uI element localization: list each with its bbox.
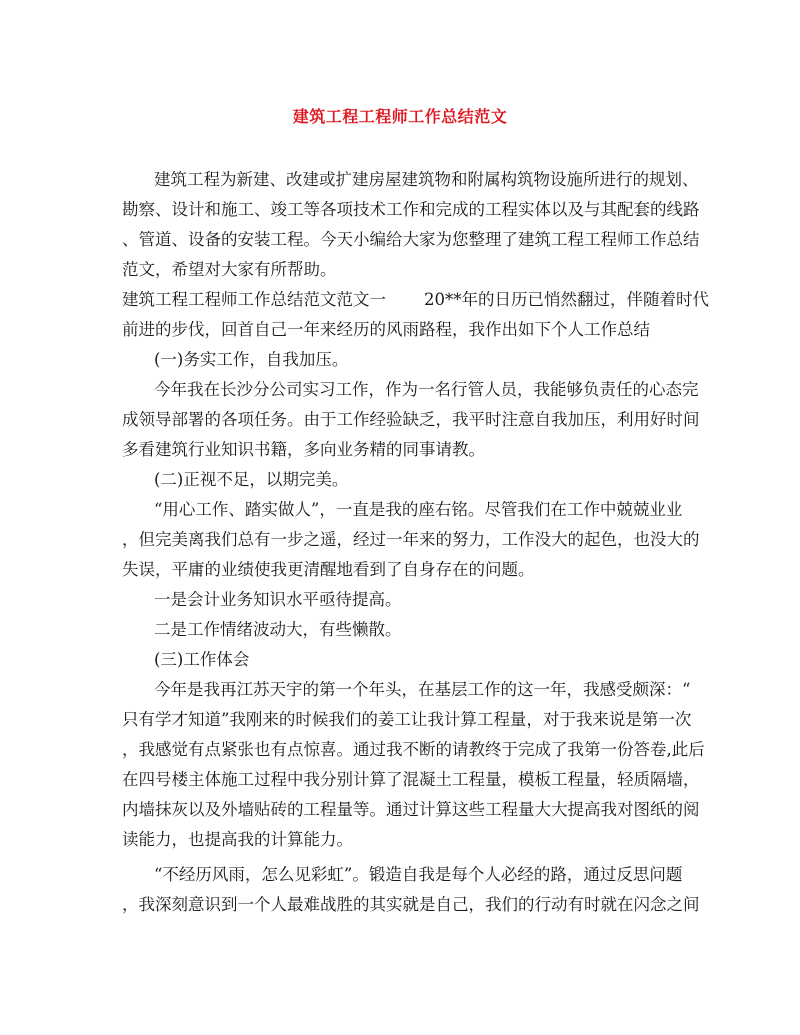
paragraph-line: “不经历风雨，怎么见彩虹”。锻造自我是每个人必经的路，通过反思问题: [154, 865, 683, 884]
example-heading-line: [122, 290, 709, 310]
paragraph-line: 一是会计业务知识水平亟待提高。: [154, 590, 402, 609]
paragraph-line: 成领导部署的各项任务。由于工作经验缺乏，我平时注意自我加压，利用好时间: [122, 410, 700, 429]
paragraph-line: 多看建筑行业知识书籍，多向业务精的同事请教。: [122, 440, 485, 459]
section-heading: (一)务实工作，自我加压。: [154, 350, 349, 369]
paragraph-line: “用心工作、踏实做人”，一直是我的座右铭。尽管我们在工作中兢兢业业: [154, 500, 683, 519]
paragraph-line: 前进的步伐，回首自己一年来经历的风雨路程，我作出如下个人工作总结: [122, 320, 650, 339]
example-heading: 建筑工程工程师工作总结范文范文一: [122, 290, 386, 309]
paragraph-line: 今年我在长沙分公司实习工作，作为一名行管人员，我能够负责任的心态完: [154, 380, 699, 399]
section-heading: (二)正视不足，以期完美。: [154, 470, 349, 489]
section-heading: (三)工作体会: [154, 650, 250, 669]
document-title: 建筑工程工程师工作总结范文: [292, 107, 508, 126]
paragraph-line: 范文，希望对大家有所帮助。: [122, 260, 337, 279]
paragraph-line: 二是工作情绪波动大，有些懒散。: [154, 620, 402, 639]
paragraph-line: 建筑工程为新建、改建或扩建房屋建筑物和附属构筑物设施所进行的规划、: [154, 170, 699, 189]
example-opening: 20**年的日历已悄然翻过，伴随着时代: [424, 290, 709, 309]
paragraph-line: 内墙抹灰以及外墙贴砖的工程量等。通过计算这些工程量大大提高我对图纸的阅: [122, 800, 700, 819]
paragraph-line: 在四号楼主体施工过程中我分别计算了混凝土工程量，模板工程量，轻质隔墙，: [122, 770, 700, 789]
paragraph-line: 读能力，也提高我的计算能力。: [122, 830, 353, 849]
paragraph-line: 失误，平庸的业绩使我更清醒地看到了自身存在的问题。: [122, 560, 535, 579]
paragraph-line: 、管道、设备的安装工程。今天小编给大家为您整理了建筑工程工程师工作总结: [122, 230, 700, 249]
paragraph-line: ，我感觉有点紧张也有点惊喜。通过我不断的请教终于完成了我第一份答卷,此后: [122, 740, 705, 759]
paragraph-line: 勘察、设计和施工、竣工等各项技术工作和完成的工程实体以及与其配套的线路: [122, 200, 700, 219]
paragraph-line: ，但完美离我们总有一步之遥，经过一年来的努力，工作没大的起色，也没大的: [122, 530, 700, 549]
paragraph-line: 只有学才知道”我刚来的时候我们的姜工让我计算工程量，对于我来说是第一次: [122, 710, 692, 729]
paragraph-line: ，我深刻意识到一个人最难战胜的其实就是自己，我们的行动有时就在闪念之间: [122, 895, 700, 914]
paragraph-line: 今年是我再江苏天宇的第一个年头，在基层工作的这一年，我感受颇深：“: [154, 680, 691, 699]
